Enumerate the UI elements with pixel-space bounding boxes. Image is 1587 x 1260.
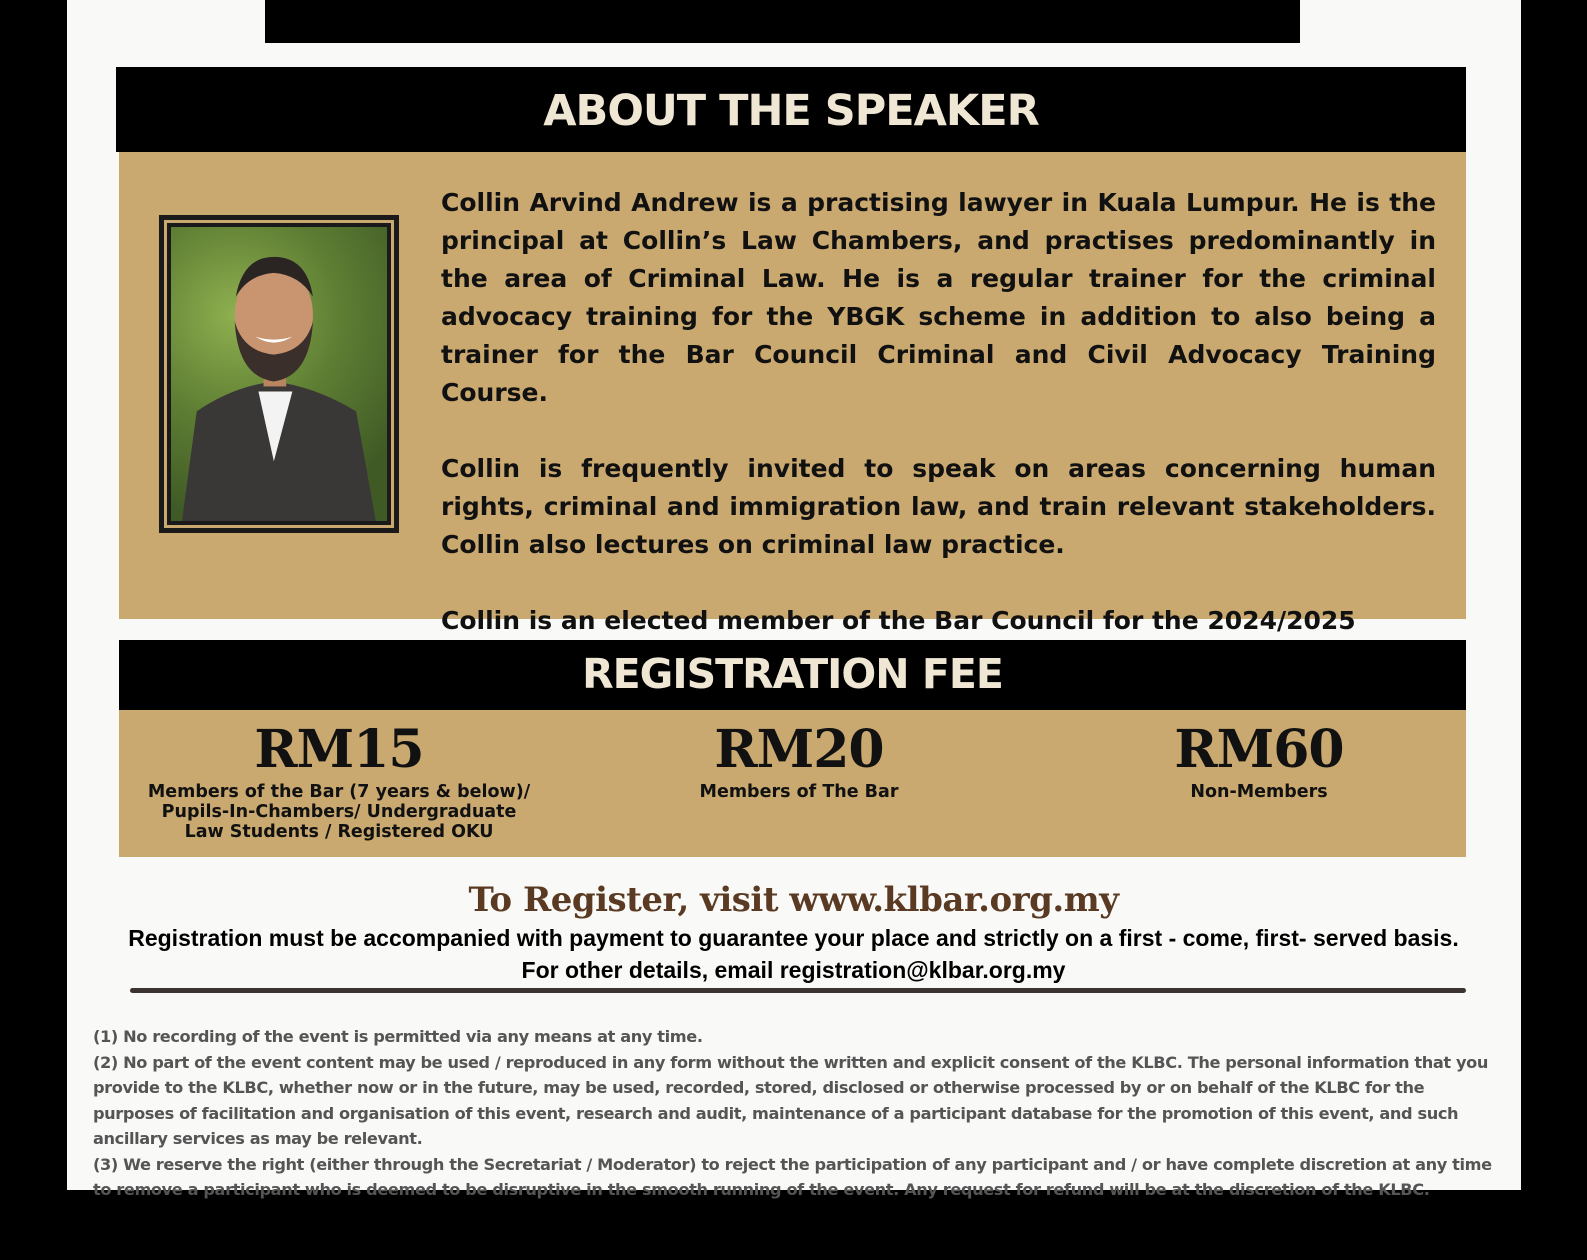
fee-description-line: Non-Members <box>1190 782 1328 802</box>
registration-contact-email[interactable]: For other details, email registration@klbar.org.my <box>521 957 1066 983</box>
registration-fee-heading: REGISTRATION FEE <box>119 640 1466 710</box>
registration-fee-panel <box>119 710 1466 857</box>
bio-paragraph: Collin Arvind Andrew is a practising lawyer in Kuala Lumpur. He is the principal at Collin’s Law Chambers, and practises predominantly in the area of Criminal Law. He is a regular trainer for the criminal advocacy training for the YBGK scheme in addition to also being a trainer for the Bar Council Criminal and Civil Advocacy Training Course. <box>441 188 1436 407</box>
fee-description <box>599 782 999 802</box>
speaker-photo-frame <box>159 215 399 533</box>
fee-description <box>1059 782 1459 802</box>
note-item: (2) No part of the event content may be used / reproduced in any form without the written and explicit consent of the KLBC. The personal information that you provide to the KLBC, whether now or in the future, may be used, recorded, stored, disclosed or otherwise processed by or on behalf of the KLBC for the purposes of facilitation and organisation of this event, research and audit, maintenance of a participant database for the promotion of this event, and such ancillary services as may be relevant. <box>93 1052 1488 1148</box>
fee-amount: RM20 <box>714 719 884 780</box>
speaker-bio <box>441 184 1436 678</box>
fee-description-line: Pupils-In-Chambers/ Undergraduate <box>161 802 517 822</box>
register-link[interactable]: To Register, visit www.klbar.org.my <box>468 880 1119 920</box>
registration-terms: Registration must be accompanied with payment to guarantee your place and strictly on a first - come, first- served basis. <box>128 925 1459 951</box>
speaker-portrait-icon <box>171 227 387 521</box>
top-banner-bar <box>265 0 1300 43</box>
bio-paragraph: Collin is an elected member of the Bar Council for the 2024/2025 <box>441 606 1356 635</box>
divider <box>130 988 1466 993</box>
fee-amount: RM15 <box>254 719 424 780</box>
fee-amount: RM60 <box>1174 719 1344 780</box>
fee-tier <box>1059 720 1459 802</box>
note-item: (1) No recording of the event is permitted via any means at any time. <box>93 1027 703 1046</box>
fee-description-line: Members of the Bar (7 years & below)/ <box>147 782 531 802</box>
fee-description-line: Members of The Bar <box>699 782 899 802</box>
bio-paragraph: Collin is frequently invited to speak on areas concerning human rights, criminal and immigration law, and train relevant stakeholders. Collin also lectures on criminal law practice. <box>441 454 1436 559</box>
about-speaker-heading: ABOUT THE SPEAKER <box>116 67 1466 152</box>
fee-tier <box>599 720 999 802</box>
fee-description <box>139 782 539 842</box>
terms-notes <box>93 1024 1503 1203</box>
fee-description-line: Law Students / Registered OKU <box>184 822 494 842</box>
fee-tier <box>139 720 539 842</box>
speaker-photo <box>171 227 387 521</box>
note-item: (3) We reserve the right (either through the Secretariat / Moderator) to reject the participation of any participant and / or have complete discretion at any time to remove a participant who is deemed to be disruptive in the smooth running of the event. Any request for refund will be at the discretion of the KLBC. <box>93 1154 1492 1199</box>
